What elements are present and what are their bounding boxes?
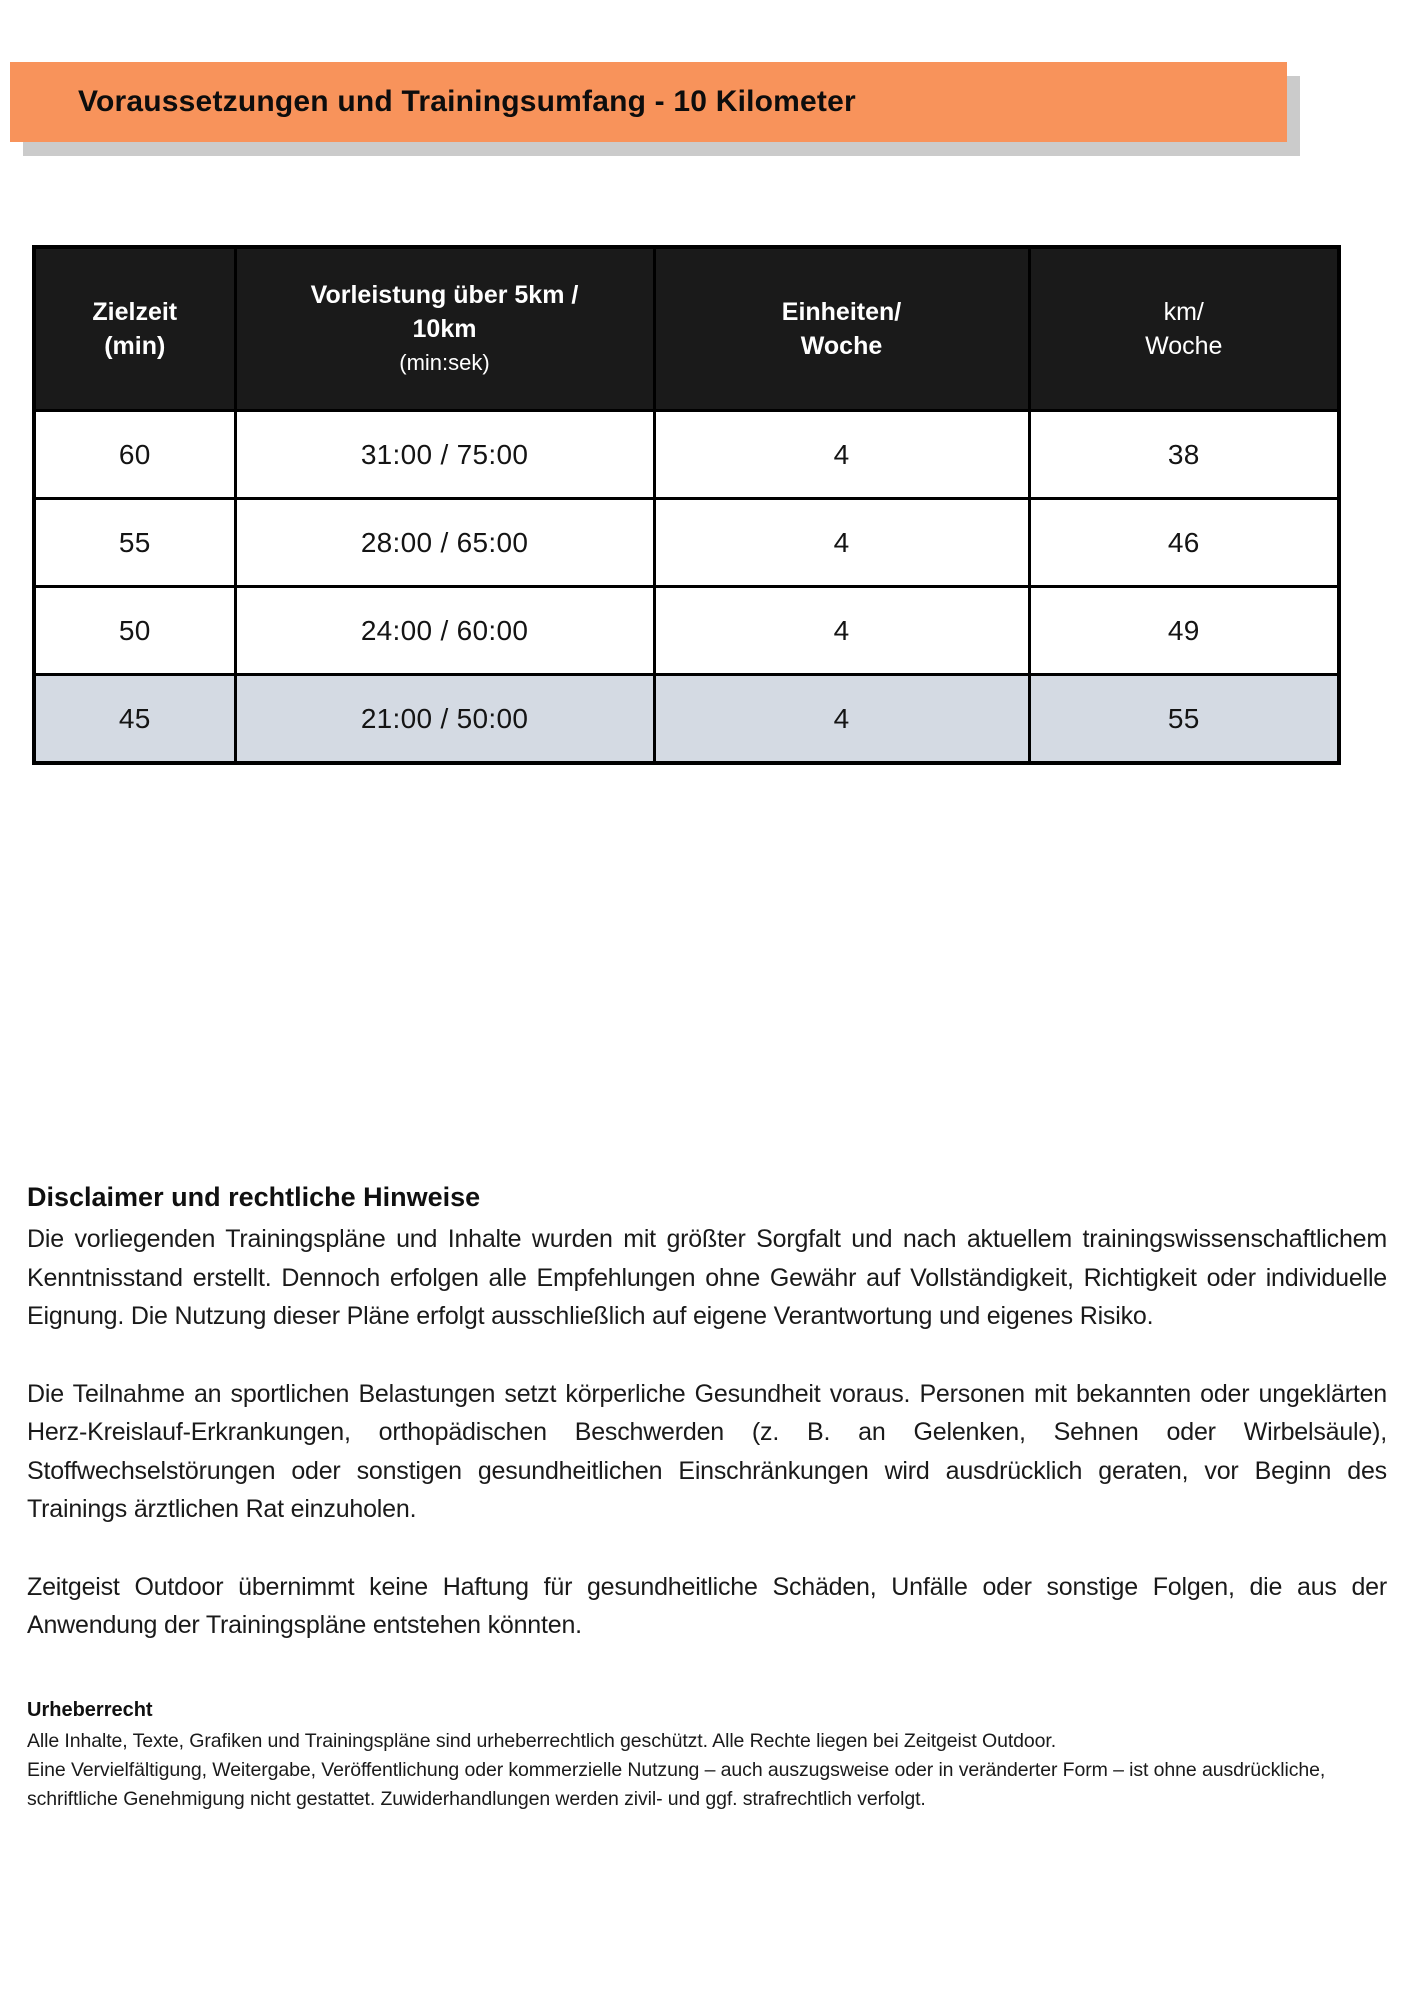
- header-einheiten: [654, 247, 1029, 411]
- cell-vorleistung: 21:00 / 50:00: [235, 675, 654, 764]
- page-title: Voraussetzungen und Trainingsumfang - 10 Kilometer: [78, 85, 856, 118]
- cell-zielzeit: 60: [34, 411, 235, 499]
- header-vorleistung-line2: 10km: [412, 315, 477, 343]
- cell-zielzeit: 50: [34, 587, 235, 675]
- header-einheiten-line2: Woche: [800, 332, 883, 360]
- disclaimer-heading: Disclaimer und rechtliche Hinweise: [27, 1182, 481, 1212]
- cell-zielzeit: 55: [34, 499, 235, 587]
- table-body: [34, 411, 1339, 764]
- header-vorleistung: [235, 247, 654, 411]
- copyright-paragraph-1: Alle Inhalte, Texte, Grafiken und Trainingspläne sind urheberrechtlich geschützt. Alle Rechte liegen bei Zeitgeist Outdoor.: [27, 1729, 1057, 1752]
- header-km-line1: km/: [1163, 298, 1204, 326]
- title-banner: [10, 62, 1287, 142]
- disclaimer-paragraph-2: Die Teilnahme an sportlichen Belastungen setzt körperliche Gesundheit voraus. Personen mit bekannten oder ungeklärten Herz-Kreislauf-Erkrankungen, orthopädischen Beschwerden (z. B. an Gelenken, Sehnen oder Wirbelsäule), Stoffwechselstörungen oder sonstigen gesundheitlichen Einschränkungen wird ausdrücklich geraten, vor Beginn des Trainings ärztlichen Rat einzuholen.: [27, 1379, 1387, 1523]
- header-km-line2: Woche: [1145, 332, 1223, 360]
- table-row: [34, 499, 1339, 587]
- table-row-highlighted: [34, 675, 1339, 764]
- cell-einheiten: 4: [654, 411, 1029, 499]
- cell-einheiten: 4: [654, 587, 1029, 675]
- cell-km: 49: [1029, 587, 1339, 675]
- copyright-paragraph-2: Eine Vervielfältigung, Weitergabe, Veröffentlichung oder kommerzielle Nutzung – auch auszugsweise oder in veränderter Form – ist ohne ausdrückliche, schriftliche Genehmigung nicht gestattet. Zuwiderhandlungen werden zivil- und ggf. strafrechtlich verfolgt.: [27, 1758, 1326, 1810]
- cell-km: 38: [1029, 411, 1339, 499]
- cell-vorleistung: 28:00 / 65:00: [235, 499, 654, 587]
- header-vorleistung-unit: (min:sek): [399, 350, 490, 375]
- table-header: [34, 247, 1339, 411]
- header-km: [1029, 247, 1339, 411]
- header-vorleistung-line1: Vorleistung über 5km /: [310, 281, 579, 309]
- header-einheiten-line1: Einheiten/: [781, 298, 902, 326]
- cell-km: 46: [1029, 499, 1339, 587]
- legal-text-section: [27, 1180, 1387, 1814]
- disclaimer-paragraph-1: Die vorliegenden Trainingspläne und Inhalte wurden mit größter Sorgfalt und nach aktuellem trainingswissenschaftlichem Kenntnisstand erstellt. Dennoch erfolgen alle Empfehlungen ohne Gewähr auf Vollständigkeit, Richtigkeit oder individuelle Eignung. Die Nutzung dieser Pläne erfolgt ausschließlich auf eigene Verantwortung und eigenes Risiko.: [27, 1225, 1387, 1330]
- copyright-section: [27, 1697, 1387, 1814]
- cell-einheiten: 4: [654, 675, 1029, 764]
- table-row: [34, 411, 1339, 499]
- cell-zielzeit: 45: [34, 675, 235, 764]
- training-requirements-table: [32, 245, 1341, 765]
- cell-einheiten: 4: [654, 499, 1029, 587]
- cell-vorleistung: 31:00 / 75:00: [235, 411, 654, 499]
- disclaimer-paragraph-3: Zeitgeist Outdoor übernimmt keine Haftung für gesundheitliche Schäden, Unfälle oder sonstige Folgen, die aus der Anwendung der Trainingspläne entstehen könnten.: [27, 1572, 1387, 1639]
- cell-km: 55: [1029, 675, 1339, 764]
- cell-vorleistung: 24:00 / 60:00: [235, 587, 654, 675]
- header-zielzeit: [34, 247, 235, 411]
- table-header-row: [34, 247, 1339, 411]
- table-row: [34, 587, 1339, 675]
- copyright-heading: Urheberrecht: [27, 1698, 153, 1721]
- header-zielzeit-line2: (min): [104, 332, 166, 360]
- header-zielzeit-line1: Zielzeit: [92, 298, 178, 326]
